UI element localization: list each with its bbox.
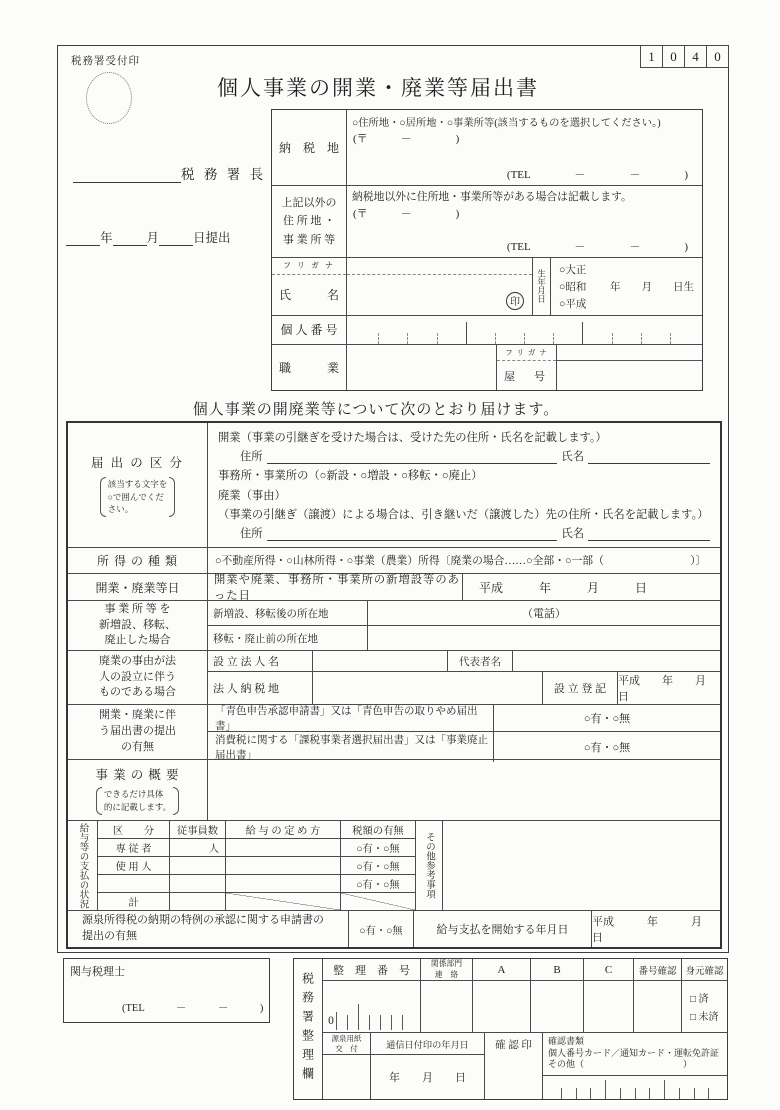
identity-check-done: □ 済 [690,994,709,1005]
tax-address-postal: (〒 － ) [353,133,460,145]
withholding-row [68,911,735,947]
blue-return-row [208,705,720,732]
office-change-content [208,601,720,650]
identity-check-notdone: □ 未済 [690,1012,719,1023]
name-field [347,258,532,315]
number-check-label: 番号確認 [634,959,682,980]
postmark-date-value: 年 月 日 [389,1072,466,1084]
phone-label: （電話） [522,608,566,620]
salary-header-row [98,821,415,839]
senju-label: 専 従 者 [98,839,170,856]
era-heisei: ○平成 [559,298,587,310]
number-check-field [634,981,682,1032]
open-close-date-value: 平成 年 月 日 [479,580,648,595]
confirm-stamp-cell [485,1033,543,1099]
senju-tax-yesno: ○有・○無 [356,844,400,855]
mynumber-row [272,316,702,346]
tax-accountant-tel: (TEL － － ) [122,1003,264,1014]
addr-label: 住所 [240,451,263,464]
office-change-row [68,601,720,651]
postmark-date-cell [371,1033,485,1099]
related-dept-label: 関係部門 連 絡 [421,959,473,980]
receipt-stamp-circle [86,72,132,124]
senju-count: 人 [170,839,226,856]
reference-number-label: 整 理 番 号 [323,959,421,980]
business-overview-field [208,760,720,820]
shiyo-method [226,857,341,874]
income-type-content: ○不動産所得・○山林所得・○事業（農業）所得〔廃業の場合……○全部・○一部（ ）〕 [215,555,707,567]
form-code-boxes [641,45,729,68]
col-b-field [531,981,584,1032]
office-use-vertical-label: 税務署整理欄 [294,959,323,1099]
total-label: 計 [98,893,170,910]
incorporation-content [208,651,728,704]
confirm-docs-cell [543,1033,727,1099]
business-overview-note: できるだけ具体 的に記載します。 [96,787,179,815]
category-label-cell [68,423,208,547]
salary-vertical-label: 給与等の支払の状況 [68,821,98,910]
salary-row [68,821,720,911]
office-change-label: 事 業 所 等 を 新増設、移転、 廃止した場合 [68,601,208,650]
salary-start-label: 給与支払を開始する年月日 [413,911,591,947]
other-ref-field [443,821,720,910]
yago-furigana-label: フ リ ガ ナ [497,345,556,361]
corp-name-row [208,651,720,672]
open-close-date-label: 開業・廃業等日 [68,574,208,600]
col-b-label: B [531,959,584,980]
attached-docs-label: 開業・廃業に伴 う届出書の提出 の有無 [68,705,208,759]
attached-docs-content [208,705,720,759]
rep-name-field [513,651,720,671]
other-ref-label: その他参考事項 [415,821,443,910]
old-location-label: 移転・廃止前の所在地 [208,626,368,650]
furigana-label: フ リ ガ ナ [272,258,346,275]
birthdate-label: 生年月日 [532,258,550,315]
submit-day-label: 日提出 [193,231,231,245]
gensen-field [323,1055,370,1099]
category-note: 該当する文字を ○で囲んでくだ さい。 [100,477,176,517]
shiyo-tax-yesno: ○有・○無 [356,862,400,873]
name-write-area [347,275,532,315]
incorporation-label: 廃業の事由が法 人の設立に伴う ものである場合 [68,651,208,704]
identity-check-field [682,981,727,1032]
col-c-field [584,981,634,1032]
yago-write-area [557,361,702,390]
tax-accountant-box [63,958,270,1023]
salary-blank-row [98,875,415,893]
withholding-label: 源泉所得税の納期の特例の承認に関する申請書の 提出の有無 [82,914,324,942]
form-border [57,45,735,953]
col-a-field [473,981,531,1032]
addr-label-2: 住所 [240,527,263,540]
receipt-stamp-label: 税務署受付印 [71,56,140,67]
submit-month-blank [113,233,147,246]
reference-number-field [323,981,421,1032]
tax-address-tel: (TEL － － ) [506,169,688,182]
other-address-postal: (〒 － ) [353,208,460,221]
name-label-3: 氏名 [561,527,584,540]
furigana-field [347,258,532,275]
seal-mark: 印 [506,292,524,310]
other-address-field [347,186,702,256]
statement-line: 個人事業の開廃業等について次のとおり届けます。 [192,402,560,418]
submit-date-line [66,228,231,246]
salary-col-tax: 税額の有無 [352,826,404,837]
birthdate-field [550,258,702,315]
birthdate-suffix: 年 月 日生 [610,281,694,293]
submit-year-blank [66,233,100,246]
salary-senju-row [98,839,415,857]
salary-col-method: 給 与 の 定 め 方 [226,821,341,838]
old-location-row [208,626,720,650]
tax-accountant-label: 関与税理士 [70,966,125,978]
other-address-row [272,186,702,257]
gensen-label: 源泉用紙 交 付 [323,1033,370,1055]
occupation-field [347,345,497,390]
senju-method [226,839,341,856]
corp-address-field [313,672,543,704]
blue-return-yesno: ○有・○無 [493,705,720,731]
confirm-stamp-label: 確 認 印 [495,1039,532,1051]
office-use-table [293,958,728,1100]
income-type-label: 所 得 の 種 類 [68,548,208,573]
business-overview-row [68,760,720,821]
name-blank [588,451,710,464]
yago-label-col [497,345,557,390]
corp-address-row [208,672,728,704]
tax-office-label: 税 務 署 長 [181,167,267,182]
tax-address-row [272,110,702,186]
category-row [68,423,720,548]
open-close-date-row [68,574,720,601]
consumption-tax-row [208,732,720,762]
corp-name-label: 設 立 法 人 名 [208,651,313,671]
tax-office-blank [73,170,181,183]
office-use-middle [323,981,727,1033]
incorporation-row [68,651,728,705]
reference-number-grid [326,1004,416,1030]
gensen-cell [323,1033,371,1099]
name-label-2: 氏名 [561,451,584,464]
other-address-note: 納税地以外に住所地・事業所等がある場合は記載します。 [352,191,632,204]
identity-check-label: 身元確認 [685,966,724,977]
code-digit-1: 1 [640,45,663,68]
mynumber-label: 個 人 番 号 [272,316,347,345]
registration-date: 平成 年 月 日 [618,675,728,703]
yago-field [557,345,702,390]
mynumber-grid [347,316,702,345]
withholding-yesno: ○有・○無 [348,911,413,947]
blue-return-label: 「青色申告承認申請書」又は「青色申告の取りやめ届出書」 [215,706,478,732]
transfer-addr-line [218,525,710,541]
era-taisho: ○大正 [559,264,587,276]
col-c-label: C [584,959,634,980]
office-use-main [323,959,727,1099]
postmark-date-label: 通信日付印の年月日 [371,1033,484,1055]
salary-table [98,821,415,910]
name-row [272,258,702,316]
tax-address-options: ○住所地・○居所地・○事業所等(該当するものを選択してください。) [352,118,661,129]
category-content [208,423,720,547]
tax-address-field [347,110,702,185]
office-line: 事務所・事業所の（○新設・○増設・○移転・○廃止） [218,470,483,483]
corp-name-field [313,651,448,671]
other-address-label: 上記以外の 住 所 地 ・ 事 業 所 等 [272,186,347,256]
notification-table [66,421,735,949]
consumption-tax-label: 消費税に関する「課税事業者選択届出書」又は「事業廃止届出書」 [215,735,488,761]
office-use-bottom [323,1033,727,1099]
category-label: 届 出 の 区 分 [90,455,184,470]
shiyo-label: 使 用 人 [98,857,170,874]
occupation-label: 職 業 [272,345,347,390]
era-showa-line [559,279,694,294]
salary-col-kubun: 区 分 [98,821,170,838]
rep-name-label: 代表者名 [448,651,513,671]
business-overview-label: 事 業 の 概 要 [95,767,180,782]
era-showa: ○昭和 [559,281,587,293]
open-close-date-desc: 開業や廃業、事務所・事業所の新増設等のあった日 [208,574,463,600]
taxpayer-table [271,109,703,391]
attached-docs-row [68,705,720,760]
yago-furigana-field [557,345,702,361]
shiyo-count [170,857,226,874]
submit-day-blank [159,233,193,246]
new-location-label: 新増設、移転後の所在地 [208,601,368,625]
open-addr-line [218,448,710,464]
blank-tax-yesno: ○有・○無 [356,880,400,891]
tax-address-label: 納 税 地 [272,110,347,185]
tax-office-line [73,163,266,183]
name-label: 氏 名 [278,288,339,303]
business-overview-label-cell [68,760,208,820]
submit-month-label: 月 [146,231,160,245]
confirm-docs-text: 確認書類 個人番号カード／通知カード・運転免許証 その他（ ） [548,1036,720,1070]
bracket-right [169,477,175,517]
code-digit-2: 0 [662,45,685,68]
corp-address-label: 法 人 納 税 地 [208,672,313,704]
total-count [170,893,226,910]
addr-blank-2 [267,528,558,541]
other-address-tel: (TEL － － ) [506,240,688,253]
salary-total-row [98,893,415,910]
name-label-col [272,258,347,315]
confirm-stamp-field [485,1055,542,1099]
related-dept-field [421,981,473,1032]
office-use-header [323,959,727,981]
transfer-line: （事業の引継ぎ（譲渡）による場合は、引き継いだ（譲渡した）先の住所・氏名を記載します。） [218,508,709,521]
new-location-row [208,601,720,626]
reference-number-zero: 0 [326,1012,337,1030]
salary-start-date: 平成 年 月 日 [591,911,720,947]
form-title: 個人事業の開業・廃業等届出書 [217,76,539,100]
total-tax-diagonal [341,893,415,910]
salary-col-count: 従事員数 [170,821,226,838]
salary-shiyo-row [98,857,415,875]
registration-label: 設 立 登 記 [543,672,618,704]
consumption-tax-yesno: ○有・○無 [493,732,720,762]
yago-label: 屋 号 [504,370,549,383]
occupation-row [272,345,702,390]
col-a-label: A [473,959,531,980]
confirm-docs-grid [543,1075,727,1099]
open-line: 開業（事業の引継ぎを受けた場合は、受けた先の住所・氏名を記載します。） [218,432,607,445]
new-location-field [368,601,720,625]
name-blank-2 [588,528,710,541]
code-digit-3: 4 [684,45,707,68]
code-digit-4: 0 [706,45,729,68]
old-location-field [368,626,720,650]
addr-blank [267,451,558,464]
close-line: 廃業（事由） [218,489,286,502]
total-method-diagonal [226,893,341,910]
submit-year-label: 年 [100,231,113,245]
